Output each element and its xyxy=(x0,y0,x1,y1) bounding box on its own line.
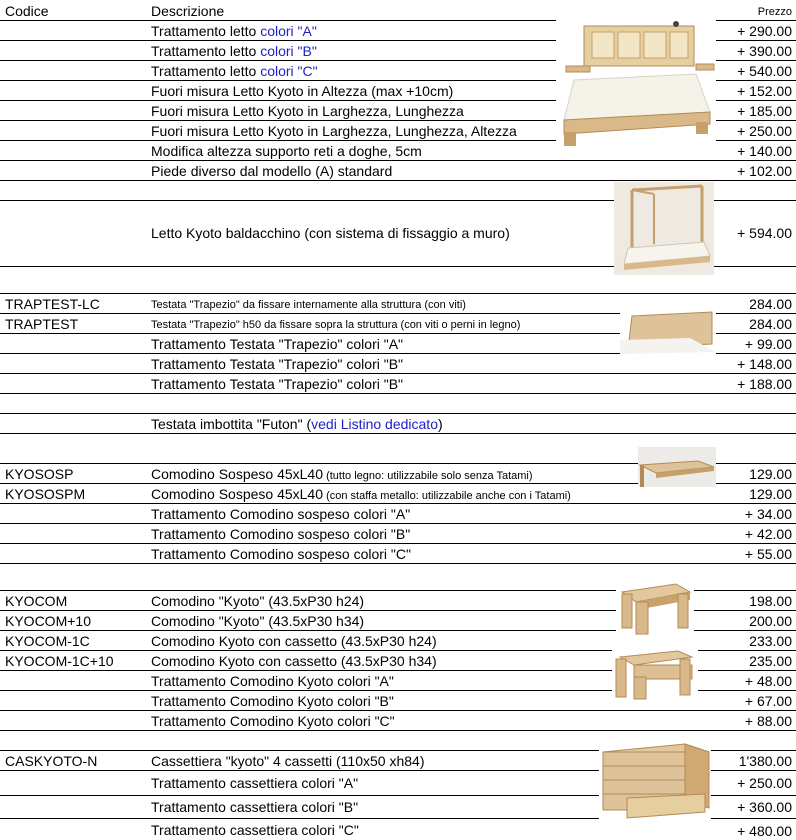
row-price: 284.00 xyxy=(749,316,792,332)
header-row xyxy=(0,0,796,21)
row-code: TRAPTEST-LC xyxy=(5,296,100,312)
bed-photo xyxy=(556,20,716,148)
row-description: Trattamento cassettiera colori "A" xyxy=(151,775,359,791)
table-row xyxy=(0,161,796,181)
row-description: Trattamento cassettiera colori "C" xyxy=(151,822,359,838)
spacer-row xyxy=(0,394,796,414)
row-price: 233.00 xyxy=(749,633,792,649)
row-note: (tutto legno: utilizzabile solo senza Tatami) xyxy=(323,470,533,482)
row-code: CASKYOTO-N xyxy=(5,753,98,769)
row-description: Trattamento letto xyxy=(151,23,261,39)
header-price: Prezzo xyxy=(757,6,792,18)
row-description: Trattamento Testata "Trapezio" colori "B" xyxy=(151,376,404,392)
row-note: (con staffa metallo: utilizzabile anche con i Tatami) xyxy=(323,490,571,502)
nightstand-photo xyxy=(616,580,694,636)
row-price: + 540.00 xyxy=(737,63,792,79)
row-price: + 42.00 xyxy=(744,526,792,542)
row-price: 200.00 xyxy=(749,613,792,629)
row-price: + 390.00 xyxy=(737,43,792,59)
row-price: 129.00 xyxy=(749,466,792,482)
canopy-bed-photo xyxy=(614,182,714,275)
listino-link[interactable]: vedi Listino dedicato xyxy=(311,416,438,432)
row-price: + 67.00 xyxy=(744,693,792,709)
row-description: Trattamento cassettiera colori "B" xyxy=(151,799,359,815)
row-description: Trattamento Testata "Trapezio" colori "B" xyxy=(151,356,404,372)
row-price: 284.00 xyxy=(749,296,792,312)
row-code: KYOCOM+10 xyxy=(5,613,91,629)
row-price: + 594.00 xyxy=(737,225,792,241)
row-description: Cassettiera "kyoto" 4 cassetti (110x50 xh84) xyxy=(151,753,425,769)
row-price: + 55.00 xyxy=(744,546,792,562)
colors-link[interactable]: colori "B" xyxy=(260,43,317,59)
row-description: Trattamento Comodino sospeso colori "B" xyxy=(151,526,411,542)
header-description: Descrizione xyxy=(151,3,225,19)
row-price: 1'380.00 xyxy=(738,753,792,769)
row-code: KYOSOSPM xyxy=(5,486,86,502)
row-description: Trattamento Comodino Kyoto colori "A" xyxy=(151,673,394,689)
row-price: 129.00 xyxy=(749,486,792,502)
row-price: + 480.00 xyxy=(737,823,792,839)
drawer-nightstand-photo xyxy=(612,647,698,701)
row-price: + 140.00 xyxy=(737,143,792,159)
row-description: Comodino Kyoto con cassetto (43.5xP30 h34) xyxy=(151,653,437,669)
header-code: Codice xyxy=(5,3,49,19)
row-price: + 290.00 xyxy=(737,23,792,39)
row-description: Comodino Sospeso 45xL40 xyxy=(151,466,324,482)
floating-nightstand-photo xyxy=(638,447,716,487)
table-row xyxy=(0,819,796,840)
row-price: + 48.00 xyxy=(744,673,792,689)
row-price: + 360.00 xyxy=(737,799,792,815)
table-row xyxy=(0,374,796,394)
row-description: Trattamento Comodino sospeso colori "C" xyxy=(151,546,411,562)
row-code: KYOCOM xyxy=(5,593,68,609)
colors-link[interactable]: colori "A" xyxy=(260,23,317,39)
row-code: KYOCOM-1C+10 xyxy=(5,653,114,669)
chest-of-drawers-photo xyxy=(599,742,711,820)
row-description: Testata "Trapezio" h50 da fissare sopra la struttura (con viti o perni in legno) xyxy=(151,319,521,331)
row-description: Trattamento letto xyxy=(151,63,261,79)
row-price: + 102.00 xyxy=(737,163,792,179)
headboard-photo xyxy=(620,310,716,354)
row-description: Comodino "Kyoto" (43.5xP30 h34) xyxy=(151,613,365,629)
row-description-end: ) xyxy=(438,416,443,432)
row-price: 235.00 xyxy=(749,653,792,669)
row-description: Trattamento Comodino Kyoto colori "C" xyxy=(151,713,395,729)
table-row xyxy=(0,504,796,524)
table-row xyxy=(0,354,796,374)
row-description: Comodino Sospeso 45xL40 xyxy=(151,486,324,502)
row-price: + 152.00 xyxy=(737,83,792,99)
row-description: Trattamento Comodino sospeso colori "A" xyxy=(151,506,411,522)
table-row xyxy=(0,544,796,564)
row-description: Modifica altezza supporto reti a doghe, 5cm xyxy=(151,143,422,159)
row-description: Trattamento Testata "Trapezio" colori "A" xyxy=(151,336,404,352)
table-row xyxy=(0,414,796,434)
row-code: KYOSOSP xyxy=(5,466,74,482)
row-description: Testata "Trapezio" da fissare internamente alla struttura (con viti) xyxy=(151,299,466,311)
row-code: TRAPTEST xyxy=(5,316,79,332)
row-price: + 34.00 xyxy=(744,506,792,522)
row-description: Comodino "Kyoto" (43.5xP30 h24) xyxy=(151,593,365,609)
row-description: Fuori misura Letto Kyoto in Altezza (max +10cm) xyxy=(151,83,454,99)
row-description: Fuori misura Letto Kyoto in Larghezza, Lunghezza xyxy=(151,103,464,119)
row-price: + 250.00 xyxy=(737,775,792,791)
row-description: Trattamento letto xyxy=(151,43,261,59)
table-row xyxy=(0,484,796,504)
table-row xyxy=(0,711,796,731)
row-description: Comodino Kyoto con cassetto (43.5xP30 h24) xyxy=(151,633,437,649)
row-price: + 250.00 xyxy=(737,123,792,139)
row-description: Trattamento Comodino Kyoto colori "B" xyxy=(151,693,394,709)
row-description: Piede diverso dal modello (A) standard xyxy=(151,163,393,179)
row-description: Testata imbottita "Futon" ( xyxy=(151,416,312,432)
row-price: + 148.00 xyxy=(737,356,792,372)
row-price: + 185.00 xyxy=(737,103,792,119)
row-code: KYOCOM-1C xyxy=(5,633,90,649)
row-description: Fuori misura Letto Kyoto in Larghezza, Lunghezza, Altezza xyxy=(151,123,517,139)
row-price: + 99.00 xyxy=(744,336,792,352)
row-price: + 188.00 xyxy=(737,376,792,392)
row-price: 198.00 xyxy=(749,593,792,609)
colors-link[interactable]: colori "C" xyxy=(260,63,318,79)
row-description: Letto Kyoto baldacchino (con sistema di fissaggio a muro) xyxy=(151,225,510,241)
row-price: + 88.00 xyxy=(744,713,792,729)
table-row xyxy=(0,524,796,544)
